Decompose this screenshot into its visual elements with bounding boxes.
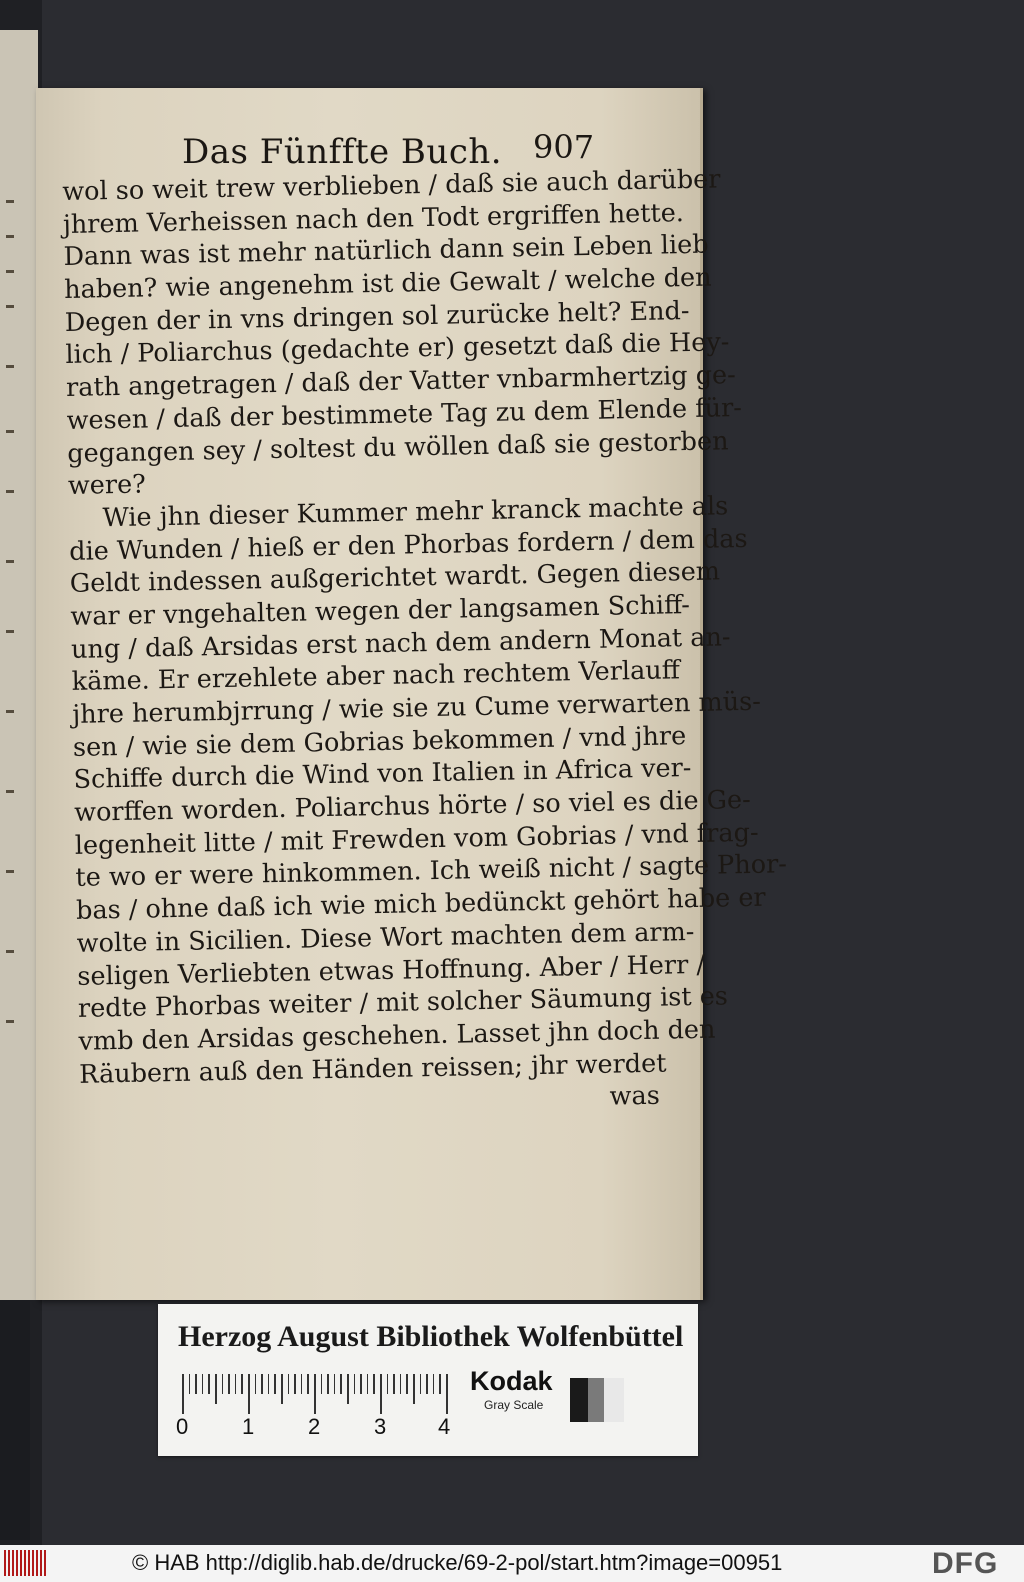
text-line: jhrem Verheissen nach den Todt ergriffen hette. [62, 197, 685, 240]
dfg-logo: DFG [932, 1547, 999, 1580]
text-line: wesen / daß der bestimmete Tag zu dem Elende für- [66, 392, 743, 436]
text-line: jhre herumbjrrung / wie sie zu Cume verwarten müs- [72, 686, 762, 730]
ruler-tick [288, 1374, 290, 1394]
ruler-tick [182, 1374, 184, 1414]
ruler-tick [367, 1374, 369, 1394]
ruler-tick [268, 1374, 270, 1394]
ruler-tick [413, 1374, 415, 1404]
paragraph-start-line: Wie jhn dieser Kummer mehr kranck machte als [102, 491, 729, 534]
footer-bar [0, 1545, 1024, 1582]
text-line: war er vngehalten wegen der langsamen Schiff- [70, 589, 691, 632]
book-page [36, 88, 788, 1300]
text-line: bas / ohne daß ich wie mich bedünckt gehört habe er [75, 882, 766, 926]
ruler-tick [426, 1374, 428, 1394]
text-line: seligen Verliebten etwas Hoffnung. Aber / Herr / [77, 949, 706, 992]
ruler-tick [334, 1374, 336, 1394]
ruler-tick [433, 1374, 435, 1394]
ruler-tick [202, 1374, 204, 1394]
text-line: vmb den Arsidas geschehen. Lasset jhn doch den [78, 1014, 716, 1057]
text-line: redte Phorbas weiter / mit solcher Säumung ist es [77, 981, 729, 1025]
source-url[interactable]: © HAB http://diglib.hab.de/drucke/69-2-pol/start.htm?image=00951 [132, 1550, 783, 1575]
text-line: Geldt indessen außgerichtet wardt. Gegen diesem [69, 556, 721, 600]
gray-swatch-white [604, 1378, 624, 1422]
ruler-tick [321, 1374, 323, 1394]
ruler-tick [340, 1374, 342, 1394]
text-line: käme. Er erzehlete aber nach rechtem Verlauff [71, 655, 681, 698]
adjacent-page-edge [0, 30, 38, 1300]
calibration-card [158, 1304, 698, 1456]
ruler-tick [354, 1374, 356, 1394]
ruler-tick [446, 1374, 448, 1414]
text-line: ung / daß Arsidas erst nach dem andern Monat an- [70, 621, 731, 665]
page-number: 907 [533, 128, 595, 166]
ruler-tick [189, 1374, 191, 1394]
text-line: Räubern auß den Händen reissen; jhr werdet [78, 1048, 667, 1090]
text-line: sen / wie sie dem Gobrias bekommen / vnd jhre [72, 720, 687, 763]
text-line: Schiffe durch die Wind von Italien in Africa ver- [73, 753, 692, 796]
ruler-tick [347, 1374, 349, 1404]
ruler-tick [208, 1374, 210, 1394]
ruler-tick [307, 1374, 309, 1394]
ruler-tick [393, 1374, 395, 1394]
text-line: were? [67, 469, 147, 502]
ruler-tick [215, 1374, 217, 1404]
gray-scale-swatches [570, 1378, 624, 1422]
text-line: Dann was ist mehr natürlich dann sein Leben lieb [63, 229, 709, 273]
text-line: gegangen sey / soltest du wöllen daß sie gestorben [67, 425, 729, 469]
hab-barcode-icon [4, 1550, 48, 1576]
text-line: rath angetragen / daß der Vatter vnbarmhertzig ge- [65, 360, 736, 404]
ruler-tick [261, 1374, 263, 1394]
kodak-logo: Kodak [470, 1366, 553, 1396]
ruler-tick [222, 1374, 224, 1394]
ruler-tick [301, 1374, 303, 1394]
ruler-scale [182, 1374, 452, 1416]
ruler-tick [373, 1374, 375, 1394]
ruler-tick [248, 1374, 250, 1414]
ruler-label: 2 [308, 1414, 321, 1439]
ruler-tick [255, 1374, 257, 1394]
text-line: lich / Poliarchus (gedachte er) gesetzt daß die Hey- [65, 327, 730, 371]
ruler-tick [420, 1374, 422, 1394]
text-line: die Wunden / hieß er den Phorbas fordern / dem das [68, 523, 748, 567]
ruler-tick [439, 1374, 441, 1394]
running-head: Das Fünffte Buch. [182, 132, 503, 172]
ruler-label: 0 [176, 1414, 189, 1439]
ruler-tick [360, 1374, 362, 1394]
ruler-tick [327, 1374, 329, 1394]
ruler-tick [281, 1374, 283, 1404]
ruler-tick [195, 1374, 197, 1394]
ruler-label: 4 [438, 1414, 451, 1439]
ruler-tick [380, 1374, 382, 1414]
ruler-tick [241, 1374, 243, 1394]
text-line: worffen worden. Poliarchus hörte / so viel es die Ge- [73, 784, 752, 828]
text-line: haben? wie angenehm ist die Gewalt / welche den [63, 262, 712, 306]
ruler-tick [314, 1374, 316, 1414]
ruler-label: 3 [374, 1414, 387, 1439]
text-line: te wo er were hinkommen. Ich weiß nicht / sagte Phor- [75, 849, 788, 894]
ruler-tick [235, 1374, 237, 1394]
gray-swatch-black [570, 1378, 588, 1422]
ruler-label: 1 [242, 1414, 255, 1439]
ruler-tick [228, 1374, 230, 1394]
ruler-tick [274, 1374, 276, 1394]
library-name: Herzog August Bibliothek Wolfenbüttel [178, 1320, 684, 1353]
body-text [62, 164, 788, 1124]
gray-swatch-mid [588, 1378, 604, 1422]
text-line: Degen der in vns dringen sol zurücke helt? End- [64, 295, 690, 338]
text-line: wol so weit trew verblieben / daß sie auch darüber [62, 164, 721, 207]
ruler-tick [400, 1374, 402, 1394]
book-cover-edge [0, 1300, 30, 1540]
gray-scale-label: Gray Scale [484, 1398, 544, 1412]
text-line: legenheit litte / mit Frewden vom Gobrias / vnd frag- [74, 817, 759, 861]
ruler-tick [387, 1374, 389, 1394]
text-line: wolte in Sicilien. Diese Wort machten dem arm- [76, 916, 695, 959]
ruler-tick [294, 1374, 296, 1394]
ruler-tick [406, 1374, 408, 1394]
catchword: was [609, 1080, 661, 1112]
